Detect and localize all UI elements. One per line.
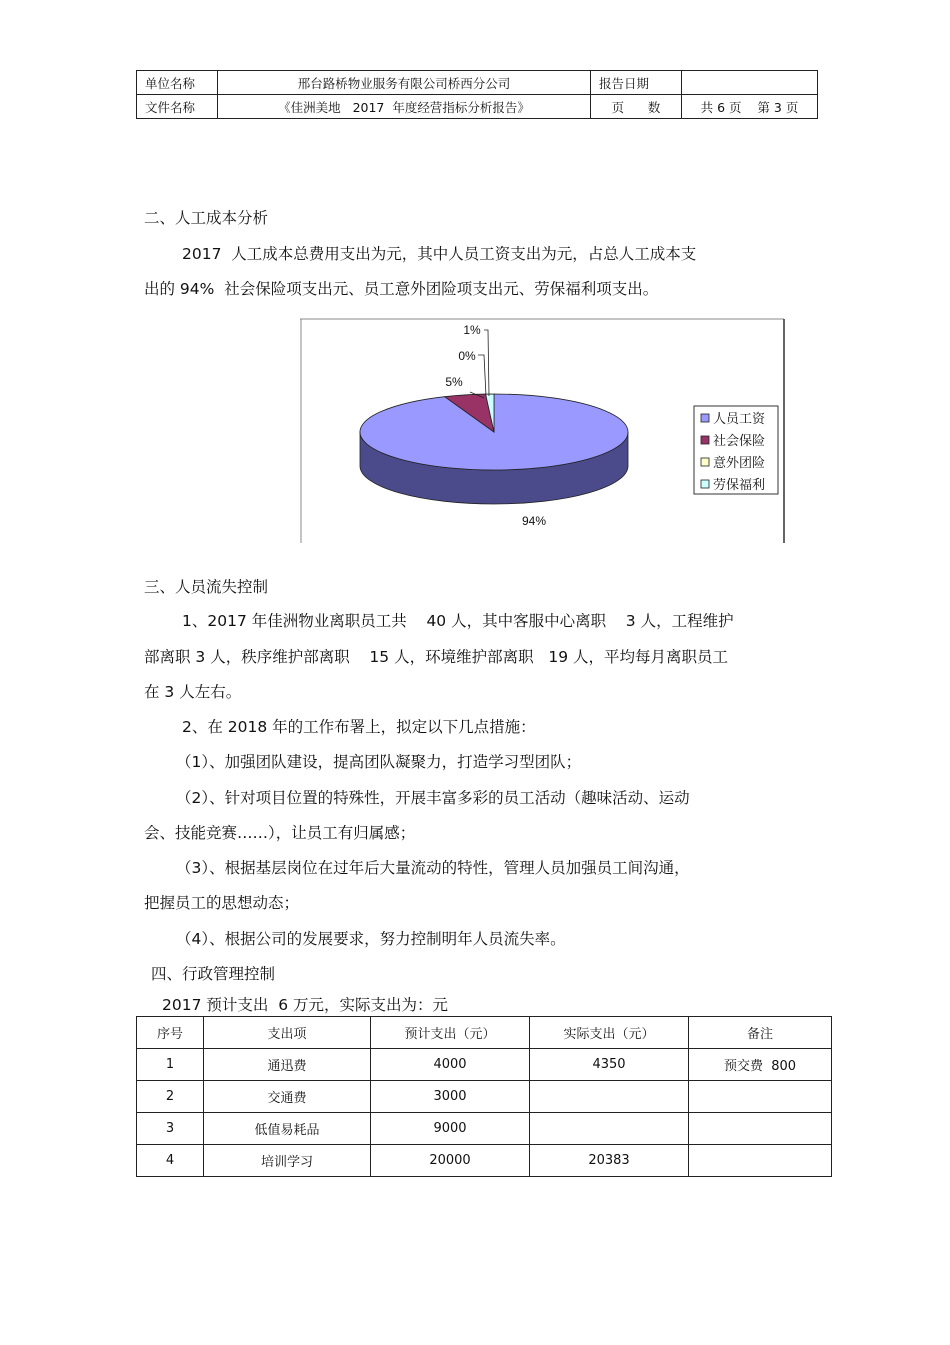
header-row	[137, 71, 818, 95]
legend-swatch	[701, 436, 709, 444]
pages-value: 共 6 页 第 3 页	[682, 95, 818, 119]
table-row	[137, 1049, 832, 1081]
legend-swatch	[701, 414, 709, 422]
section3-paragraph-line: 1、2017 年佳洲物业离职员工共 40 人，其中客服中心离职 3 人，工程维护	[182, 612, 734, 630]
measure-item: （1）、加强团队建设，提高团队凝聚力，打造学习型团队；	[176, 753, 582, 771]
legend-label: 人员工资	[713, 412, 766, 427]
section3-paragraph-line: 部离职 3 人，秩序维护部离职 15 人，环境维护部离职 19 人，平均每月离职员工	[144, 648, 729, 666]
expense-table	[136, 1016, 832, 1177]
table-cell: 通迅费	[204, 1049, 371, 1081]
table-header-cell: 实际支出（元）	[530, 1017, 689, 1049]
data-label: 0%	[458, 349, 476, 363]
table-cell: 培训学习	[204, 1145, 371, 1177]
labor-cost-pie-chart	[300, 318, 786, 544]
measure-item: （4）、根据公司的发展要求，努力控制明年人员流失率。	[176, 930, 566, 948]
measure-item: （3）、根据基层岗位在过年后大量流动的特性，管理人员加强员工间沟通，	[176, 859, 690, 877]
legend-label: 意外团险	[713, 456, 766, 471]
table-header-cell: 预计支出（元）	[371, 1017, 530, 1049]
table-cell: 20383	[530, 1145, 689, 1177]
legend-label: 社会保险	[713, 434, 766, 449]
section4-subtitle: 2017 预计支出 6 万元，实际支出为：元	[162, 996, 449, 1014]
table-row	[137, 1113, 832, 1145]
table-cell: 预交费 800	[689, 1049, 832, 1081]
table-cell: 9000	[371, 1113, 530, 1145]
report-header-table	[136, 70, 818, 119]
table-cell: 3000	[371, 1081, 530, 1113]
table-row	[137, 1145, 832, 1177]
section2-paragraph-line: 2017 人工成本总费用支出为元，其中人员工资支出为元，占总人工成本支	[182, 245, 697, 263]
data-label: 1%	[463, 323, 481, 337]
legend-swatch	[701, 458, 709, 466]
unit-value: 邢台路桥物业服务有限公司桥西分公司	[218, 71, 591, 95]
table-cell	[530, 1081, 689, 1113]
section3-paragraph-line: 在 3 人左右。	[144, 683, 242, 701]
section4-title: 四、行政管理控制	[151, 965, 276, 983]
measure-item: （2）、针对项目位置的特殊性，开展丰富多彩的员工活动（趣味活动、运动	[176, 789, 690, 807]
section3-title: 三、人员流失控制	[144, 578, 269, 596]
table-cell	[530, 1113, 689, 1145]
table-cell	[689, 1113, 832, 1145]
table-cell: 1	[137, 1049, 204, 1081]
unit-label: 单位名称	[137, 71, 218, 95]
measure-item: 把握员工的思想动态；	[144, 894, 300, 912]
data-label-leader	[478, 355, 486, 396]
table-cell: 4350	[530, 1049, 689, 1081]
table-header-cell: 序号	[137, 1017, 204, 1049]
section2-paragraph-line: 出的 94% 社会保险项支出元、员工意外团险项支出元、劳保福利项支出。	[144, 280, 659, 298]
data-label: 94%	[521, 514, 547, 528]
section3-paragraph-line: 2、在 2018 年的工作布署上，拟定以下几点措施：	[182, 718, 536, 736]
table-header-cell: 备注	[689, 1017, 832, 1049]
table-cell	[689, 1145, 832, 1177]
file-value: 《佳洲美地 2017 年度经营指标分析报告》	[218, 95, 591, 119]
table-cell: 4000	[371, 1049, 530, 1081]
date-value	[682, 71, 818, 95]
legend-swatch	[701, 480, 709, 488]
table-cell	[689, 1081, 832, 1113]
pages-label: 页 数	[591, 95, 682, 119]
file-label: 文件名称	[137, 95, 218, 119]
chart-legend	[694, 406, 778, 494]
table-cell: 交通费	[204, 1081, 371, 1113]
table-cell: 20000	[371, 1145, 530, 1177]
table-cell: 2	[137, 1081, 204, 1113]
data-label: 5%	[445, 375, 463, 389]
legend-label: 劳保福利	[713, 478, 766, 493]
table-header-row	[137, 1017, 832, 1049]
table-cell: 4	[137, 1145, 204, 1177]
measure-item: 会、技能竞赛……），让员工有归属感；	[144, 824, 416, 842]
section2-title: 二、人工成本分析	[144, 209, 269, 227]
header-row	[137, 95, 818, 119]
table-header-cell: 支出项	[204, 1017, 371, 1049]
table-cell: 低值易耗品	[204, 1113, 371, 1145]
table-cell: 3	[137, 1113, 204, 1145]
date-label: 报告日期	[591, 71, 682, 95]
table-row	[137, 1081, 832, 1113]
